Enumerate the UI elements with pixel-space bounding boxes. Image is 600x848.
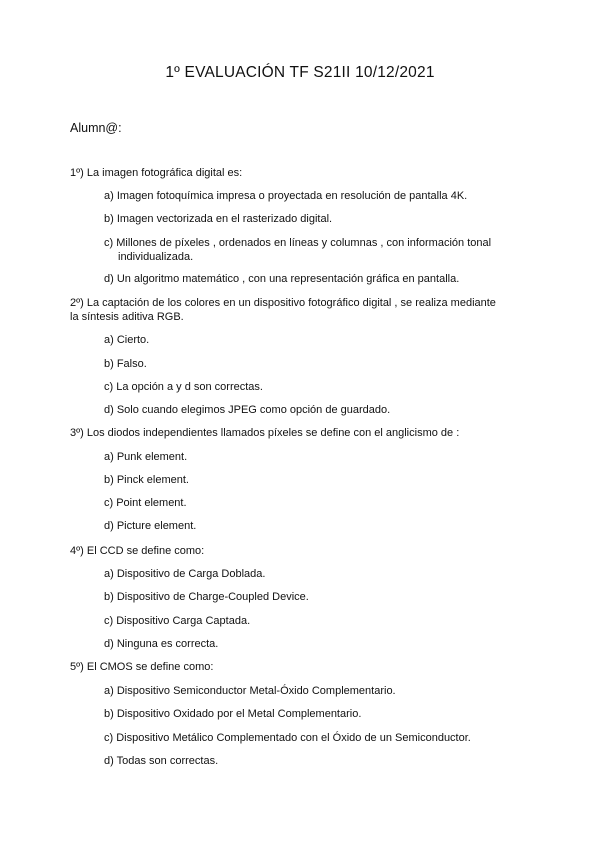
q2-option-b: b) Falso. — [104, 358, 147, 370]
q5-option-d: d) Todas son correctas. — [104, 755, 219, 767]
q1-option-c-line1: c) Millones de píxeles , ordenados en líneas y columnas , con información tonal — [104, 237, 492, 249]
q4-option-a: a) Dispositivo de Carga Doblada. — [104, 568, 266, 580]
q4-option-d: d) Ninguna es correcta. — [104, 638, 219, 650]
q1-option-c — [104, 236, 524, 264]
q1-option-d: d) Un algoritmo matemático , con una representación gráfica en pantalla. — [104, 273, 460, 285]
question-5: 5º) El CMOS se define como: — [70, 661, 214, 673]
exam-title: 1º EVALUACIÓN TF S21II 10/12/2021 — [165, 64, 435, 81]
q2-option-c: c) La opción a y d son correctas. — [104, 381, 263, 393]
q3-option-c: c) Point element. — [104, 497, 187, 509]
question-2 — [70, 296, 530, 324]
q3-option-d: d) Picture element. — [104, 520, 197, 532]
question-2-line1: 2º) La captación de los colores en un dispositivo fotográfico digital , se realiza mediante — [70, 297, 496, 309]
q2-option-d: d) Solo cuando elegimos JPEG como opción de guardado. — [104, 404, 391, 416]
q3-option-b: b) Pinck element. — [104, 474, 189, 486]
q4-option-b: b) Dispositivo de Charge-Coupled Device. — [104, 591, 309, 603]
q4-option-c: c) Dispositivo Carga Captada. — [104, 615, 251, 627]
student-label: Alumn@: — [70, 121, 122, 135]
question-2-line2: la síntesis aditiva RGB. — [70, 311, 184, 323]
question-1: 1º) La imagen fotográfica digital es: — [70, 167, 243, 179]
q1-option-b: b) Imagen vectorizada en el rasterizado digital. — [104, 213, 333, 225]
q5-option-a: a) Dispositivo Semiconductor Metal-Óxido Complementario. — [104, 685, 396, 697]
q5-option-b: b) Dispositivo Oxidado por el Metal Complementario. — [104, 708, 362, 720]
q2-option-a: a) Cierto. — [104, 334, 150, 346]
q1-option-a: a) Imagen fotoquímica impresa o proyectada en resolución de pantalla 4K. — [104, 190, 468, 202]
q1-option-c-line2: individualizada. — [118, 251, 194, 263]
q5-option-c: c) Dispositivo Metálico Complementado con el Óxido de un Semiconductor. — [104, 732, 471, 744]
question-4: 4º) El CCD se define como: — [70, 545, 205, 557]
q3-option-a: a) Punk element. — [104, 451, 188, 463]
question-3: 3º) Los diodos independientes llamados píxeles se define con el anglicismo de : — [70, 427, 460, 439]
